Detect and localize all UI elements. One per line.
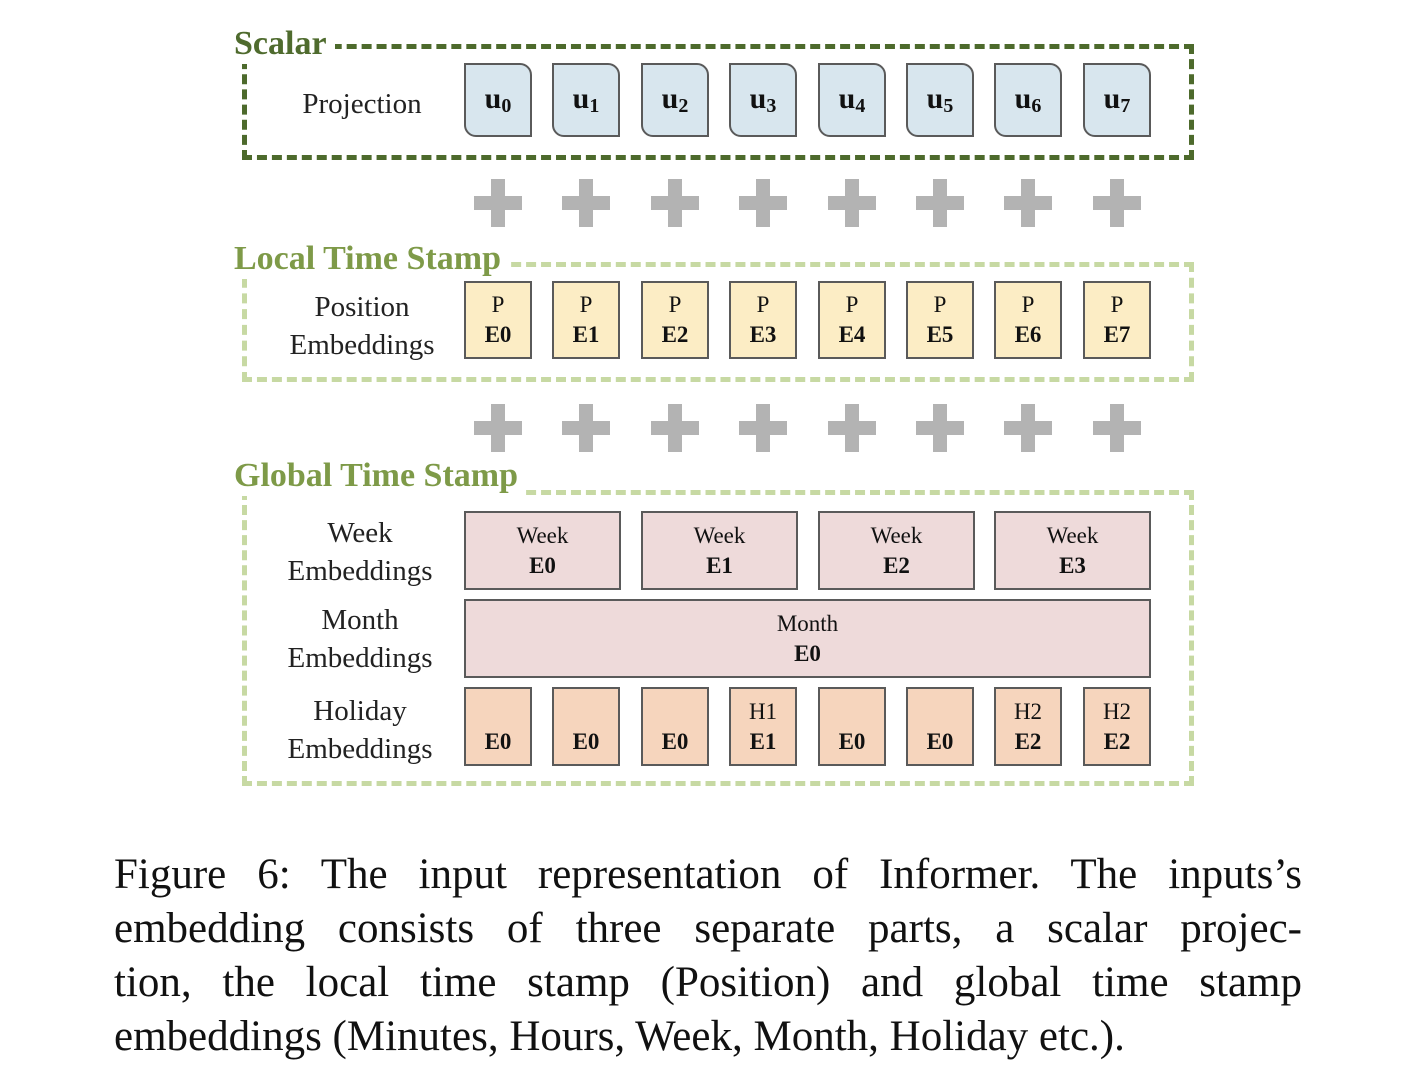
projection-cell-subscript: 2 <box>678 95 689 117</box>
week-row-label <box>270 514 450 590</box>
projection-cell-base: u <box>1014 82 1032 115</box>
month-cell-line2: E0 <box>794 640 821 666</box>
projection-cell <box>641 63 709 137</box>
figure-caption <box>114 848 1302 1064</box>
position-embedding-cell <box>994 281 1062 359</box>
holiday-embedding-cell <box>818 687 886 766</box>
projection-cell <box>464 63 532 137</box>
projection-cell-subscript: 0 <box>501 95 512 117</box>
week-cell-line1: Week <box>516 522 569 548</box>
projection-cell-subscript: 5 <box>943 95 954 117</box>
position-embedding-cell <box>552 281 620 359</box>
holiday-embedding-cell <box>729 687 797 766</box>
plus-icon <box>562 179 610 227</box>
holiday-embedding-cell <box>906 687 974 766</box>
holiday-embedding-cell <box>994 687 1062 766</box>
position-cell-line1: P <box>845 292 859 317</box>
week-cell-line2: E1 <box>706 552 733 578</box>
position-embedding-cell <box>641 281 709 359</box>
position-cell-line2: E1 <box>572 322 600 347</box>
position-cell-line1: P <box>579 292 593 317</box>
projection-cell-subscript: 6 <box>1031 95 1042 117</box>
projection-cell-base: u <box>661 82 679 115</box>
position-row-label-line2: Embeddings <box>289 329 435 361</box>
plus-icon <box>1093 179 1141 227</box>
week-embedding-cell <box>464 511 621 590</box>
holiday-embedding-cell <box>552 687 620 766</box>
plus-icon <box>828 404 876 452</box>
plus-icon <box>474 179 522 227</box>
holiday-cell-line2: E2 <box>1103 728 1131 754</box>
projection-cell-symbol <box>1104 82 1131 118</box>
projection-cell-symbol <box>750 82 777 118</box>
scalar-group-title: Scalar <box>232 24 335 64</box>
week-embedding-cell <box>994 511 1151 590</box>
global-group-title: Global Time Stamp <box>232 456 526 496</box>
holiday-embedding-cell <box>464 687 532 766</box>
projection-cell-symbol <box>927 82 954 118</box>
holiday-cell-line2: E2 <box>1014 728 1042 754</box>
projection-cell <box>906 63 974 137</box>
projection-cell-base: u <box>572 82 590 115</box>
month-row-label-line2: Embeddings <box>287 642 433 674</box>
projection-cell-subscript: 4 <box>855 95 866 117</box>
projection-cell-symbol <box>839 82 866 118</box>
projection-cell-base: u <box>926 82 944 115</box>
projection-cell-subscript: 3 <box>766 95 777 117</box>
caption-line: embeddings (Minutes, Hours, Week, Month, Holiday etc.). <box>114 1013 1125 1060</box>
position-cell-line2: E2 <box>661 322 689 347</box>
holiday-cell-line1: H2 <box>1013 698 1043 724</box>
plus-icon <box>1004 404 1052 452</box>
week-row-label-line2: Embeddings <box>287 555 433 587</box>
position-embedding-cell <box>1083 281 1151 359</box>
holiday-cell-line2: E0 <box>484 728 512 754</box>
plus-icon <box>739 179 787 227</box>
position-cell-line1: P <box>1110 292 1124 317</box>
position-cell-line2: E7 <box>1103 322 1131 347</box>
holiday-row-label-line2: Embeddings <box>287 733 433 765</box>
plus-icon <box>828 179 876 227</box>
projection-cell-base: u <box>838 82 856 115</box>
holiday-cell-line1: H2 <box>1102 698 1132 724</box>
position-cell-line2: E4 <box>838 322 866 347</box>
week-cell-line2: E2 <box>883 552 910 578</box>
week-cell-line1: Week <box>1046 522 1099 548</box>
position-row-label-line1: Position <box>314 291 410 323</box>
caption-line: tion, the local time stamp (Position) and global time stamp <box>114 959 1302 1006</box>
projection-cell-base: u <box>484 82 502 115</box>
month-cell-line1: Month <box>776 610 839 636</box>
week-embedding-cell <box>818 511 975 590</box>
position-cell-line1: P <box>933 292 947 317</box>
plus-icon <box>1093 404 1141 452</box>
plus-icon <box>562 404 610 452</box>
week-cell-line1: Week <box>870 522 923 548</box>
position-cell-line2: E3 <box>749 322 777 347</box>
position-embedding-cell <box>729 281 797 359</box>
plus-icon <box>739 404 787 452</box>
holiday-row-label <box>270 692 450 768</box>
position-cell-line1: P <box>1021 292 1035 317</box>
position-cell-line2: E5 <box>926 322 954 347</box>
month-row-label-line1: Month <box>321 604 399 636</box>
plus-icon <box>1004 179 1052 227</box>
position-cell-line2: E6 <box>1014 322 1042 347</box>
holiday-embedding-cell <box>1083 687 1151 766</box>
projection-cell-symbol <box>662 82 689 118</box>
holiday-cell-line2: E0 <box>926 728 954 754</box>
plus-icon <box>651 404 699 452</box>
projection-cell <box>994 63 1062 137</box>
plus-icon <box>651 179 699 227</box>
position-cell-line1: P <box>756 292 770 317</box>
holiday-cell-line2: E1 <box>749 728 777 754</box>
position-cell-line2: E0 <box>484 322 512 347</box>
projection-cell-symbol <box>573 82 600 118</box>
projection-cell-symbol <box>485 82 512 118</box>
projection-cell <box>729 63 797 137</box>
position-embedding-cell <box>818 281 886 359</box>
position-cell-line1: P <box>491 292 505 317</box>
plus-icon <box>474 404 522 452</box>
week-cell-line2: E3 <box>1059 552 1086 578</box>
holiday-row-label-line1: Holiday <box>313 695 407 727</box>
position-row-label <box>272 288 452 364</box>
month-embedding-cell <box>464 599 1151 678</box>
projection-cell-subscript: 7 <box>1120 95 1131 117</box>
projection-cell <box>1083 63 1151 137</box>
holiday-cell-line2: E0 <box>661 728 689 754</box>
week-embedding-cell <box>641 511 798 590</box>
plus-icon <box>916 404 964 452</box>
holiday-cell-line1: H1 <box>748 698 778 724</box>
holiday-cell-line2: E0 <box>572 728 600 754</box>
projection-cell-base: u <box>749 82 767 115</box>
month-row-label <box>270 601 450 677</box>
projection-cell-symbol <box>1015 82 1042 118</box>
position-embedding-cell <box>906 281 974 359</box>
week-cell-line2: E0 <box>529 552 556 578</box>
holiday-cell-line2: E0 <box>838 728 866 754</box>
week-cell-line1: Week <box>693 522 746 548</box>
plus-icon <box>916 179 964 227</box>
local-group-title: Local Time Stamp <box>232 239 509 279</box>
projection-cell <box>818 63 886 137</box>
caption-line: Figure 6: The input representation of Informer. The inputs’s <box>114 851 1302 898</box>
caption-line: embedding consists of three separate parts, a scalar projec- <box>114 905 1302 952</box>
week-row-label-line1: Week <box>327 517 393 549</box>
holiday-embedding-cell <box>641 687 709 766</box>
position-embedding-cell <box>464 281 532 359</box>
projection-row-label: Projection <box>302 88 422 120</box>
projection-cell-subscript: 1 <box>589 95 600 117</box>
projection-cell-base: u <box>1103 82 1121 115</box>
projection-cell <box>552 63 620 137</box>
position-cell-line1: P <box>668 292 682 317</box>
